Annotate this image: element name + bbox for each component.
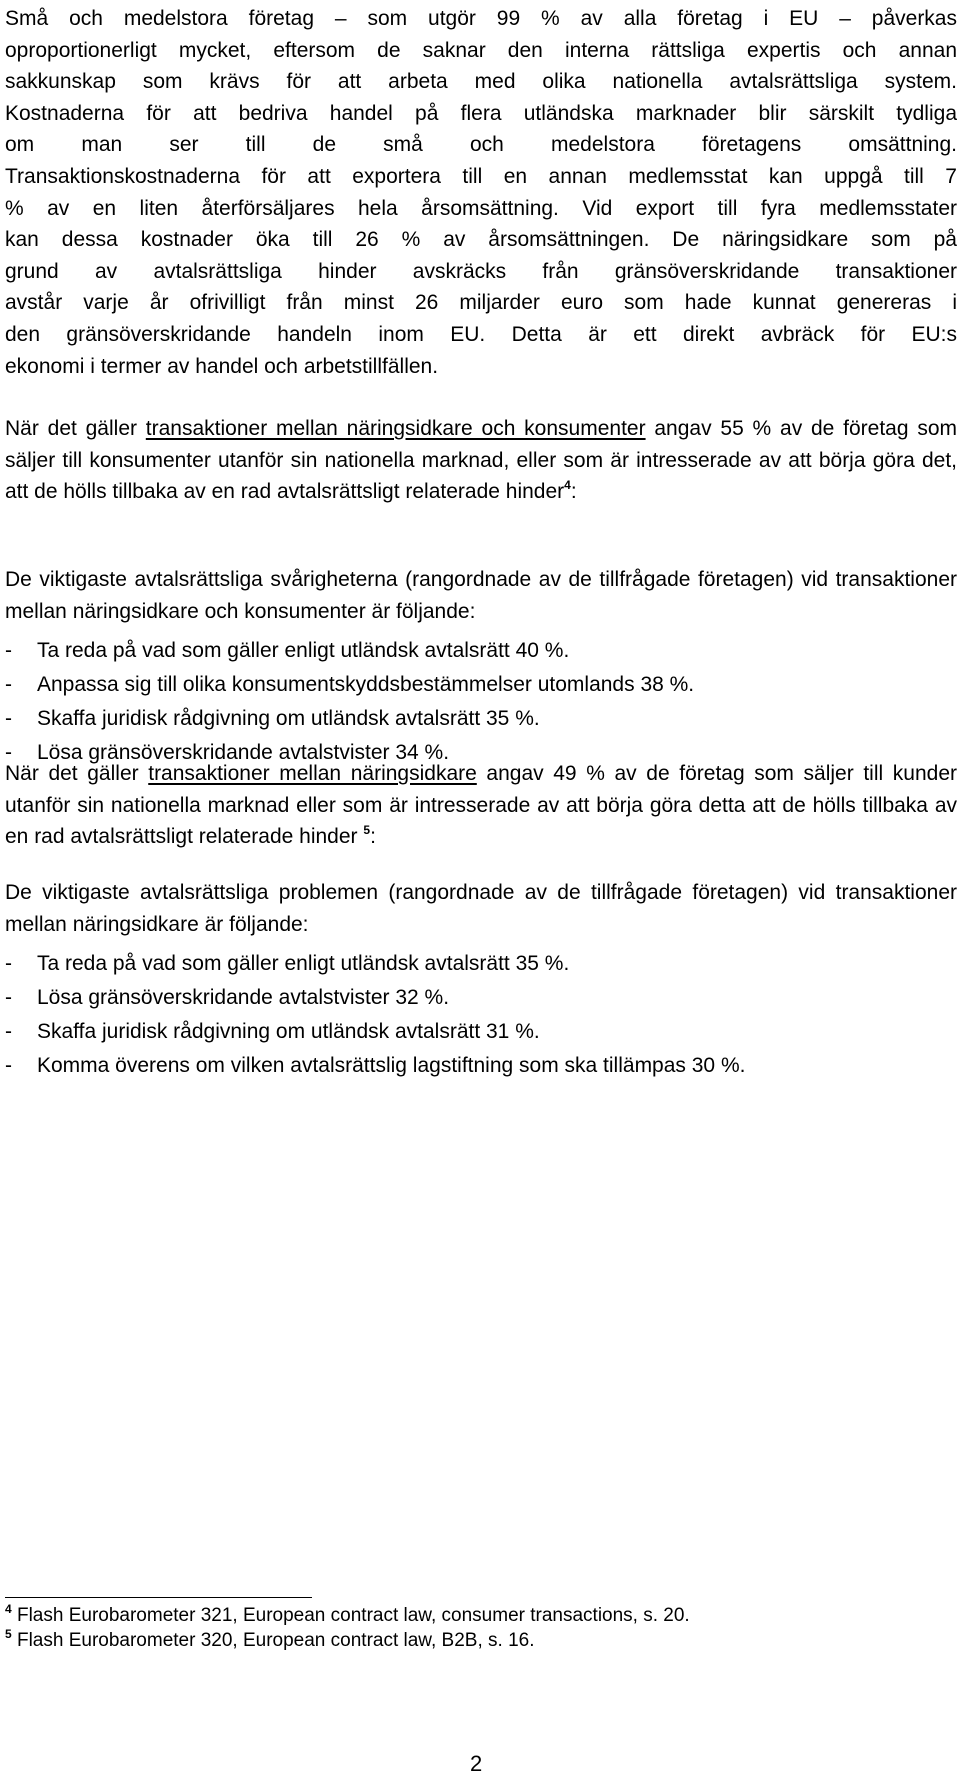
text-line: den gränsöverskridande handeln inom EU. Detta är ett direkt avbräck för EU:s <box>5 322 957 346</box>
text-line: avstår varje år ofrivilligt från minst 26 miljarder euro som hade kunnat genereras i <box>5 291 957 315</box>
text-line: Transaktionskostnaderna för att exportera till en annan medlemsstat kan uppgå till 7 <box>5 164 957 188</box>
list-item-text: Komma överens om vilken avtalsrättslig lagstiftning som ska tillämpas 30 %. <box>37 1054 746 1077</box>
list-item-text: Ta reda på vad som gäller enligt utländsk avtalsrätt 35 %. <box>37 952 570 975</box>
list-item-text: Lösa gränsöverskridande avtalstvister 34 %. <box>37 741 450 764</box>
footnote-text: Flash Eurobarometer 321, European contract law, consumer transactions, s. 20. <box>16 1605 690 1626</box>
list-item-text: Skaffa juridisk rådgivning om utländsk avtalsrätt 31 %. <box>37 1020 540 1043</box>
list-item-text: Ta reda på vad som gäller enligt utländsk avtalsrätt 40 %. <box>37 639 570 662</box>
footnote-number: 4 <box>5 1602 12 1616</box>
list-marker: - <box>5 1020 12 1043</box>
underlined-term: transaktioner mellan näringsidkare och konsumenter <box>145 417 646 440</box>
paragraph-b2b <box>5 758 957 853</box>
footnote-ref: 4 <box>564 478 571 493</box>
b2b-problems-list <box>5 947 957 1083</box>
list-item <box>5 634 957 668</box>
text-line: grund av avtalsrättsliga hinder avskräcks från gränsöverskridande transaktioner <box>5 259 957 283</box>
text-line: ekonomi i termer av handel och arbetstillfällen. <box>5 354 439 378</box>
text-span: angav 55 % av de företag som säljer till konsumenter utanför sin nationella marknad, eller som är intresserade av att börja göra det, att de hölls tillbaka av en rad avtalsrättsligt relaterade hinder <box>5 417 957 504</box>
footnote <box>5 1628 690 1653</box>
list-item-text: Lösa gränsöverskridande avtalstvister 32 %. <box>37 986 450 1009</box>
text-span: : <box>570 480 577 504</box>
list-marker: - <box>5 639 12 662</box>
b2c-difficulties-list <box>5 634 957 770</box>
text-span: angav 49 % av de företag som säljer till kunder utanför sin nationella marknad eller som är intresserade av att börja göra detta att de hölls tillbaka av en rad avtalsrättsligt relaterade hinder <box>5 762 957 849</box>
list-marker: - <box>5 707 12 730</box>
text-line: kan dessa kostnader öka till 26 % av årsomsättningen. De näringsidkare som på <box>5 228 957 252</box>
list-marker: - <box>5 1054 12 1077</box>
list-item-text: Skaffa juridisk rådgivning om utländsk avtalsrätt 35 %. <box>37 707 540 730</box>
list-item <box>5 1015 957 1049</box>
list-item <box>5 947 957 981</box>
list-marker: - <box>5 986 12 1009</box>
paragraph-sme-impact <box>5 3 957 382</box>
text-span: När det gäller <box>5 417 146 440</box>
text-span: : <box>370 825 376 849</box>
footnote-separator <box>5 1597 312 1598</box>
list-marker: - <box>5 952 12 975</box>
list-marker: - <box>5 673 12 696</box>
text-line: % av en liten återförsäljares hela årsomsättning. Vid export till fyra medlemsstater <box>5 196 957 220</box>
footnote-ref: 5 <box>363 823 371 838</box>
list-item <box>5 981 957 1015</box>
paragraph-b2c-intro: De viktigaste avtalsrättsliga svårigheterna (rangordnade av de tillfrågade företagen) vid transaktioner mellan näringsidkare och konsumenter är följande: <box>5 568 957 623</box>
text-line: om man ser till de små och medelstora företagens omsättning. <box>5 133 957 157</box>
footnote <box>5 1603 690 1628</box>
underlined-term: transaktioner mellan näringsidkare <box>148 762 477 785</box>
text-line: oproportionerligt mycket, eftersom de saknar den interna rättsliga expertis och annan <box>5 38 957 62</box>
list-item <box>5 668 957 702</box>
footnotes <box>5 1603 690 1653</box>
list-item-text: Anpassa sig till olika konsumentskyddsbestämmelser utomlands 38 %. <box>37 673 695 696</box>
text-line: Kostnaderna för att bedriva handel på flera utländska marknader blir särskilt tydliga <box>5 101 957 125</box>
text-line: sakkunskap som krävs för att arbeta med olika nationella avtalsrättsliga system. <box>5 70 957 94</box>
footnote-text: Flash Eurobarometer 320, European contract law, B2B, s. 16. <box>16 1630 535 1651</box>
page-number: 2 <box>470 1751 483 1776</box>
list-item <box>5 1049 957 1083</box>
text-line: Små och medelstora företag – som utgör 99 % av alla företag i EU – påverkas <box>5 7 957 30</box>
text-span: När det gäller <box>5 762 149 785</box>
list-item <box>5 702 957 736</box>
list-marker: - <box>5 741 12 764</box>
footnote-number: 5 <box>5 1627 12 1641</box>
paragraph-b2c <box>5 413 957 508</box>
paragraph-b2b-intro: De viktigaste avtalsrättsliga problemen (rangordnade av de tillfrågade företagen) vid transaktioner mellan näringsidkare är följande: <box>5 881 957 936</box>
